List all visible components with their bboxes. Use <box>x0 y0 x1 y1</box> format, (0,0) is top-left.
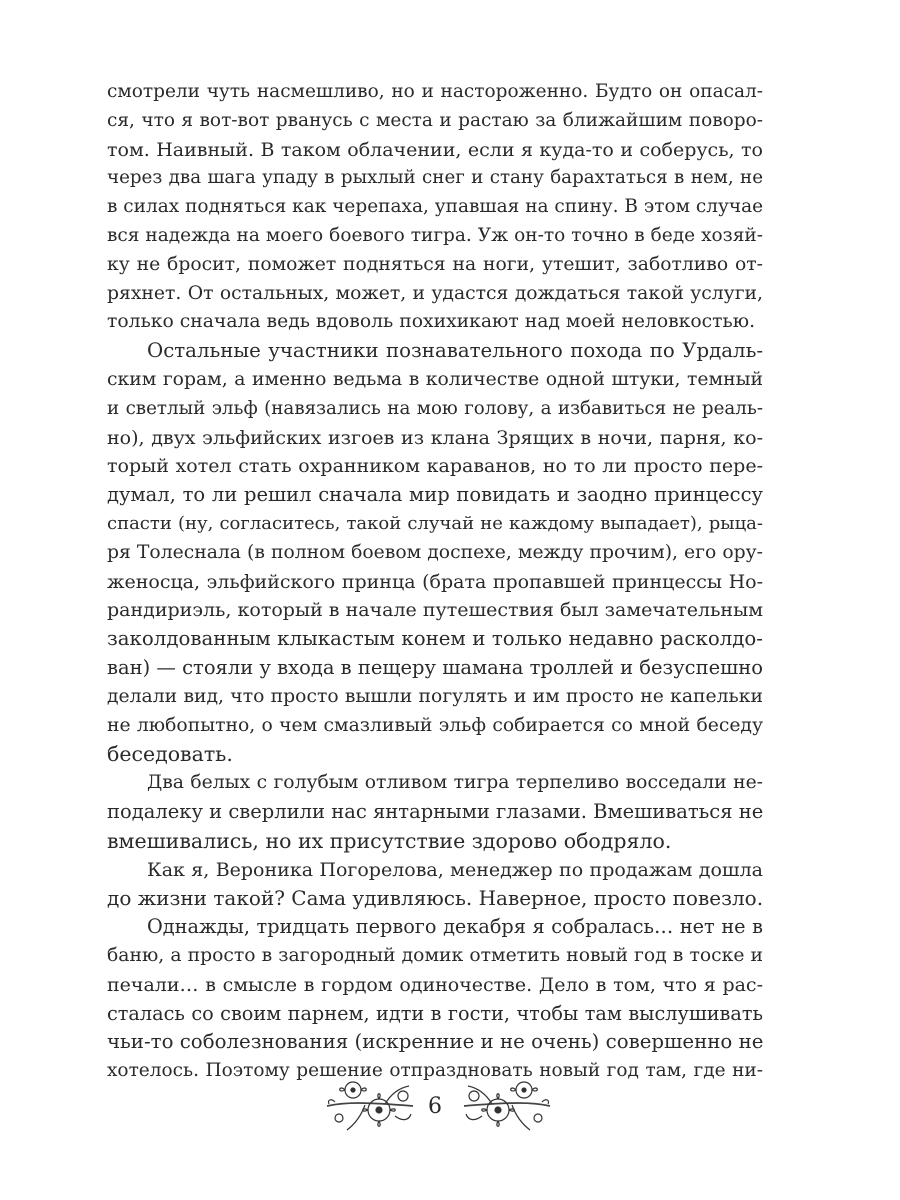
text-line: ряхнет. От остальных, может, и удастся дождаться такой услуги, <box>107 282 763 304</box>
text-line: ван) — стояли у входа в пещеру шамана троллей и безуспешно <box>107 655 763 679</box>
page-footer <box>0 1072 900 1152</box>
text-line: до жизни такой? Сама удивляюсь. Наверное, просто повезло. <box>107 886 763 911</box>
text-line: смотрели чуть насмешливо, но и настороженно. Будто он опасал- <box>107 81 763 102</box>
text-line: в силах подняться как черепаха, упавшая на спину. В этом случае <box>107 196 763 218</box>
text-line: вся надежда на моего боевого тигра. Уж он-то точно в беде хозяй- <box>107 224 763 246</box>
text-line: рандириэль, который в начале путешествия был замечательным <box>107 599 763 622</box>
text-line: через два шага упаду в рыхлый снег и стану барахтаться в нем, не <box>107 167 763 189</box>
text-line: только сначала ведь вдоволь похихикают над моей неловкостью. <box>107 311 756 333</box>
text-line: и светлый эльф (навязались на мою голову, а избавиться не реаль- <box>107 397 763 419</box>
text-line: ку не бросит, поможет подняться на ноги, утешит, заботливо от- <box>107 253 763 275</box>
text-line: вмешивались, но их присутствие здорово ободряло. <box>107 828 672 853</box>
text-line: ся, что я вот-вот рвануcь с места и растаю за ближайшим поворо- <box>107 109 763 131</box>
text-line: печали… в смысле в гордом одиночестве. Дело в том, что я рас- <box>107 973 763 996</box>
text-line: но), двух эльфийских изгоев из клана Зрящих в ночи, парня, ко- <box>107 426 763 449</box>
text-line: спасти (ну, согласитесь, такой случай не каждому выпадает), рыца- <box>107 512 763 534</box>
flower-branch-right-icon <box>462 1072 552 1142</box>
body-text <box>107 78 763 1086</box>
text-line: женосца, эльфийского принца (брата пропавшей принцессы Но- <box>107 570 763 593</box>
text-line: беседовать. <box>107 742 233 767</box>
text-line: хотелось. Поэтому решение отпраздновать новый год там, где ни- <box>107 1060 763 1082</box>
flower-branch-left-icon <box>325 1072 415 1142</box>
text-line: Однажды, тридцать первого декабря я собралась… нет не в <box>147 915 763 939</box>
text-line: баню, а просто в загородный домик отметить новый год в тоске и <box>107 944 763 966</box>
page-number: 6 <box>428 1094 442 1119</box>
text-line: заколдованным клыкастым конем и только недавно расколдо- <box>107 627 763 651</box>
text-line: думал, то ли решил сначала мир повидать и заодно принцессу <box>107 483 763 507</box>
text-line: сталась со своим парнем, идти в гости, чтобы там выслушивать <box>107 1001 763 1025</box>
text-line: ря Толеснала (в полном боевом доспехе, между прочим), его ору- <box>107 541 763 563</box>
text-line: Как я, Вероника Погорелова, менеджер по продажам дошла <box>147 858 763 881</box>
text-line: подалеку и сверлили нас янтарными глазами. Вмешиваться не <box>107 799 763 823</box>
text-line: не любопытно, о чем смазливый эльф собирается со мной беседу <box>107 714 763 736</box>
text-line: торый хотел стать охранником караванов, но то ли просто пере- <box>107 455 763 478</box>
text-line: ским горам, а именно ведьма в количестве одной штуки, темный <box>107 368 763 390</box>
text-line: чьи-то соболезнования (искренние и не очень) совершенно не <box>107 1030 763 1054</box>
text-line: том. Наивный. В таком облачении, если я куда-то и соберусь, то <box>107 138 763 161</box>
text-line: Два белых с голубым отливом тигра терпеливо восседали не- <box>147 772 763 794</box>
text-line: делали вид, что просто вышли погулять и им просто не капельки <box>107 685 763 707</box>
text-line: Остальные участники познавательного похода по Урдаль- <box>147 339 763 363</box>
